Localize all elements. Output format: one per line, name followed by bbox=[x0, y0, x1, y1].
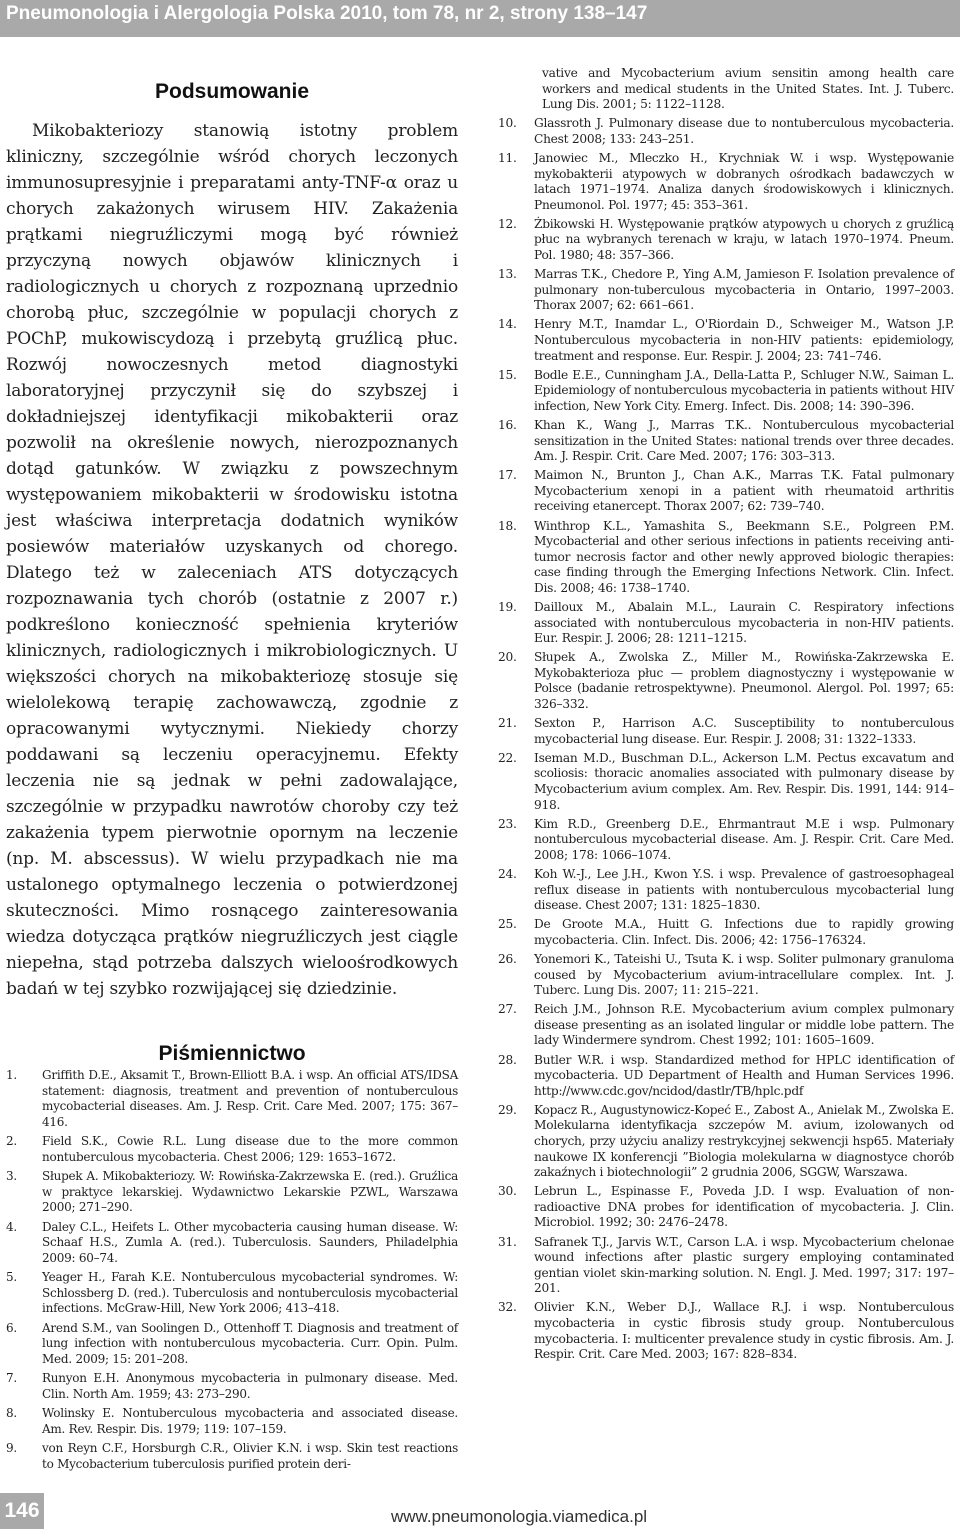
reference-number: 19. bbox=[498, 600, 517, 614]
reference-number: 4. bbox=[6, 1219, 17, 1234]
reference-text: Yonemori K., Tateishi U., Tsuta K. i wsp. Soliter pulmonary granuloma coused by Mycobacterium avium-intracellulare complex. Int. J. Tuberc. Lung Dis. 2007; 11: 215–221. bbox=[534, 951, 954, 998]
reference-number: 10. bbox=[498, 116, 517, 131]
reference-item bbox=[498, 751, 954, 813]
reference-number: 7. bbox=[6, 1371, 17, 1385]
reference-number: 29. bbox=[498, 1102, 517, 1117]
reference-text: Runyon E.H. Anonymous mycobacteria in pulmonary disease. Med. Clin. North Am. 1959; 43: 273–290. bbox=[42, 1371, 458, 1401]
reference-item bbox=[498, 1053, 954, 1100]
references-list-right bbox=[498, 116, 954, 1363]
reference-item bbox=[498, 867, 954, 914]
reference-item bbox=[498, 650, 954, 712]
reference-continuation: vative and Mycobacterium avium sensitin among health care workers and medical students in the United States. Int. J. Tuberc. Lung Dis. 2001; 5: 1122–1128. bbox=[542, 66, 954, 112]
reference-text: De Groote M.A., Huitt G. Infections due to rapidly growing mycobacteria. Clin. Infect. Dis. 2006; 42: 1756–176324. bbox=[534, 917, 954, 947]
reference-number: 21. bbox=[498, 716, 517, 731]
reference-item bbox=[6, 1220, 458, 1267]
reference-number: 13. bbox=[498, 267, 517, 282]
reference-number: 12. bbox=[498, 216, 517, 231]
reference-item bbox=[498, 1184, 954, 1231]
reference-text: Henry M.T., Inamdar L., O'Riordain D., Schweiger M., Watson J.P. Nontuberculous mycobacteria in non-HIV patients: epidemiology, treatment and response. Eur. Respir. J. 2004; 23: 741–746. bbox=[534, 317, 954, 363]
reference-text: Sexton P., Harrison A.C. Susceptibility to nontuberculous mycobacterial lung disease. Eur. Respir. J. 2008; 31: 1322–1333. bbox=[534, 716, 954, 746]
reference-item bbox=[498, 817, 954, 864]
reference-number: 30. bbox=[498, 1184, 517, 1199]
reference-item bbox=[498, 267, 954, 314]
reference-item bbox=[498, 1300, 954, 1362]
reference-number: 28. bbox=[498, 1052, 517, 1067]
reference-text: Khan K., Wang J., Marras T.K.. Nontuberculous mycobacterial sensitization in the United States: national trends over three decades. Am. J. Respir. Crit. Care Med. 2007; 176: 303–313. bbox=[534, 417, 954, 464]
reference-item bbox=[498, 952, 954, 999]
reference-number: 27. bbox=[498, 1002, 517, 1017]
journal-url: www.pneumonologia.viamedica.pl bbox=[391, 1507, 648, 1526]
references-list-left bbox=[6, 1068, 458, 1472]
reference-text: Iseman M.D., Buschman D.L., Ackerson L.M. Pectus excavatum and scoliosis: thoracic anomalies associated with pulmonary disease by Mycobacterium avium complex. Am. Rev. Respir. Dis. 1991, 144: 914–918. bbox=[534, 750, 954, 812]
reference-text: Lebrun L., Espinasse F., Poveda J.D. I wsp. Evaluation of non-radioactive DNA probes for identification of mycobacteria. J. Clin. Microbiol. 1992; 30: 2476–2478. bbox=[534, 1184, 954, 1230]
reference-number: 15. bbox=[498, 367, 517, 382]
reference-item bbox=[498, 217, 954, 264]
reference-item bbox=[6, 1134, 458, 1165]
reference-text: Reich J.M., Johnson R.E. Mycobacterium avium complex pulmonary disease presenting as an isolated lingular or middle lobe pattern. The lady Windermere syndrom. Chest 1992; 101: 1605–1609. bbox=[534, 1002, 954, 1048]
reference-number: 3. bbox=[6, 1169, 17, 1183]
reference-text: Field S.K., Cowie R.L. Lung disease due to the more common nontuberculous mycobacteria. Chest 2006; 129: 1653–1672. bbox=[42, 1134, 458, 1164]
reference-item bbox=[498, 1235, 954, 1297]
reference-number: 20. bbox=[498, 650, 517, 665]
summary-title: Podsumowanie bbox=[154, 80, 310, 103]
reference-number: 24. bbox=[498, 867, 517, 881]
reference-item bbox=[6, 1441, 458, 1472]
journal-header-text: Pneumonologia i Alergologia Polska 2010, tom 78, nr 2, strony 138–147 bbox=[6, 3, 648, 24]
reference-text: Janowiec M., Mleczko H., Krychniak W. i wsp. Występowanie mykobakterii atypowych w dobranych ośrodkach badawczych w latach 1971–1974. Analiza danych środowiskowych i klinicznych. Pneumonol. Pol. 1977; 45: 353–361. bbox=[534, 150, 954, 212]
reference-number: 26. bbox=[498, 951, 517, 966]
reference-number: 17. bbox=[498, 468, 517, 483]
reference-item bbox=[498, 716, 954, 747]
reference-number: 23. bbox=[498, 816, 517, 831]
reference-text: Bodle E.E., Cunningham J.A., Della-Latta P., Schluger N.W., Saiman L. Epidemiology of nontuberculous mycobacteria in patients without HIV infection, New York City. Emerg. Infect. Dis. 2008; 14: 390–396. bbox=[534, 367, 955, 413]
reference-item bbox=[6, 1406, 458, 1437]
left-column bbox=[6, 80, 458, 1476]
reference-number: 11. bbox=[498, 150, 517, 165]
reference-text: Daley C.L., Heifets L. Other mycobacteria causing human disease. W: Schaaf H.S., Zumla A. (red.). Tuberculosis. Saunders, Philadelphia 2009: 60–74. bbox=[42, 1219, 458, 1265]
reference-number: 31. bbox=[498, 1234, 517, 1249]
reference-number: 22. bbox=[498, 750, 517, 765]
reference-number: 32. bbox=[498, 1300, 517, 1315]
reference-item bbox=[6, 1169, 458, 1216]
reference-item bbox=[498, 418, 954, 465]
right-column bbox=[498, 66, 954, 1366]
reference-text: Yeager H., Farah K.E. Nontuberculous mycobacterial syndromes. W: Schlossberg D. (red.). Tuberculosis and nontuberculosis mycobacterial infections. McGraw-Hill, New York 2006; 413–418. bbox=[42, 1270, 458, 1315]
reference-number: 6. bbox=[6, 1320, 17, 1335]
reference-number: 25. bbox=[498, 917, 517, 932]
reference-item bbox=[498, 468, 954, 515]
reference-item bbox=[6, 1371, 458, 1402]
reference-number: 2. bbox=[6, 1134, 17, 1148]
reference-number: 5. bbox=[6, 1270, 17, 1284]
reference-text: Wolinsky E. Nontuberculous mycobacteria and associated disease. Am. Rev. Respir. Dis. 1979; 119: 107–159. bbox=[42, 1406, 458, 1436]
reference-number: 16. bbox=[498, 417, 517, 432]
summary-text: Mikobakteriozy stanowią istotny problem kliniczny, szczególnie wśród chorych leczonych immunosupresyjnie i preparatami anty-TNF-α oraz u chorych zakażonych wirusem HIV. Zakażenia prątkami niegruźliczymi mogą być również przyczyną nowych objawów klinicznych i radiologicznych u chorych z rozpoznaną uprzednio chorobą płuc, szczególnie w populacji chorych z POChP, mukowiscydozą i przebytą gruźlicą płuc. Rozwój nowoczesnych metod diagnostyki laboratoryjnej przyczynił się do szybszej i dokładniejszej identyfikacji mikobakterii oraz pozwolił na określenie nowych, nierozpoznanych dotąd gatunków. W związku z powszechnym występowaniem mikobakterii w środowisku istotna jest właściwa interpretacja dodatnich wyników posiewów materiałów uzyskanych od chorego. Dlatego też w zaleceniach ATS dotyczących rozpoznawania tych chorób (ostatnie z 2007 r.) podkreślono konieczność spełnienia kryteriów klinicznych, radiologicznych i mikrobiologicznych. U większości chorych na mikobakteriozę stosuje się wielolekową terapię zachowawczą, zgodnie z opracowanymi wytycznymi. Niekiedy chorzy poddawani są leczeniu operacyjnemu. Efekty leczenia nie są jednak w pełni zadowalające, szczególnie w przypadku nawrotów choroby czy też zakażenia typem pierwotnie opornym na leczenie (np. M. abscessus). W wielu przypadkach nie ma ustalonego optymalnego leczenia o potwierdzonej skuteczności. Mimo rosnącego zainteresowania wiedza dotycząca prątków niegruźliczych jest ciągle niepełna, stąd potrzeba dalszych wieloośrodkowych badań w tej szybko rozwijającej się dziedzinie. bbox=[6, 121, 458, 999]
reference-text: Kopacz R., Augustynowicz-Kopeć E., Zabost A., Anielak M., Zwolska E. Molekularna identyfikacja szczepów M. avium, izolowanych od chorych, przy użyciu analizy restrykcyjnej sekwencji hsp65. Materiały naukowe IX konferencji ”Biologia molekularna w diagnostyce chorób zakaźnych i biotechnologii” 2 grudnia 2006, SGGW, Warszawa. bbox=[534, 1102, 954, 1180]
reference-item bbox=[498, 317, 954, 364]
reference-text: Słupek A. Mikobakteriozy. W: Rowińska-Zakrzewska E. (red.). Gruźlica w praktyce lekarskiej. Wydawnictwo Lekarskie PZWL, Warszawa 2000; 271–290. bbox=[42, 1169, 458, 1214]
reference-item bbox=[498, 519, 954, 597]
reference-item bbox=[6, 1068, 458, 1130]
reference-text: Maimon N., Brunton J., Chan A.K., Marras T.K. Fatal pulmonary Mycobacterium xenopi in a patient with rheumatoid arthritis receiving etanercept. Thorax 2007; 62: 739–740. bbox=[534, 468, 954, 514]
reference-text: Marras T.K., Chedore P., Ying A.M, Jamieson F. Isolation prevalence of pulmonary non-tuberculous mycobacteria in Ontario, 1997–2003. Thorax 2007; 62: 661–661. bbox=[534, 267, 954, 313]
reference-number: 9. bbox=[6, 1441, 17, 1455]
reference-text: Griffith D.E., Aksamit T., Brown-Elliott B.A. i wsp. An official ATS/IDSA statement: diagnosis, treatment and prevention of nontuberculous mycobacterial diseases. Am. J. Resp. Crit. Care Med. 2007; 175: 367–416. bbox=[42, 1068, 458, 1129]
reference-text: Koh W.-J., Lee J.H., Kwon Y.S. i wsp. Prevalence of gastroesophageal reflux disease in patients with nontuberculous mycobacterial lung disease. Chest 2007; 131: 1825–1830. bbox=[534, 867, 954, 913]
reference-item bbox=[498, 600, 954, 647]
reference-number: 1. bbox=[6, 1068, 17, 1082]
reference-item bbox=[498, 368, 954, 415]
reference-item bbox=[6, 1321, 458, 1368]
reference-item bbox=[498, 116, 954, 147]
reference-number: 18. bbox=[498, 518, 517, 533]
reference-number: 8. bbox=[6, 1406, 17, 1420]
reference-item bbox=[6, 1270, 458, 1317]
reference-text: Żbikowski H. Występowanie prątków atypowych u chorych z gruźlicą płuc na wybranych terenach w kraju, w latach 1970–1974. Pneum. Pol. 1980; 48: 357–366. bbox=[534, 216, 954, 263]
reference-item bbox=[498, 917, 954, 948]
reference-text: Winthrop K.L., Yamashita S., Beekmann S.E., Polgreen P.M. Mycobacterial and other serious infections in patients receiving anti-tumor necrosis factor and other newly approved biologic therapies: case finding through the Emerging Infections Network. Clin. Infect. Dis. 2008; 46: 1738–1740. bbox=[534, 518, 954, 595]
reference-text: Safranek T.J., Jarvis W.T., Carson L.A. i wsp. Mycobacterium chelonae wound infections after plastic surgery employing contaminated gentian violet skin-marking solution. N. Engl. J. Med. 1997; 317: 197–201. bbox=[534, 1234, 954, 1296]
journal-header-bar bbox=[0, 0, 960, 37]
reference-text: Dailloux M., Abalain M.L., Laurain C. Respiratory infections associated with nontuberculous mycobacteria in non-HIV patients. Eur. Respir. J. 2006; 28: 1211–1215. bbox=[534, 600, 954, 646]
reference-text: Butler W.R. i wsp. Standardized method for HPLC identification of mycobacteria. UD Department of Health and Human Services 1996. http://www.cdc.gov/ncidod/dastlr/TB/hplc.pdf bbox=[534, 1052, 954, 1098]
reference-text: Glassroth J. Pulmonary disease due to nontuberculous mycobacteria. Chest 2008; 133: 243–251. bbox=[534, 116, 954, 146]
reference-number: 14. bbox=[498, 317, 517, 332]
reference-item bbox=[498, 1103, 954, 1181]
reference-item bbox=[498, 1002, 954, 1049]
references-title: Piśmiennictwo bbox=[158, 1042, 306, 1065]
reference-text: Arend S.M., van Soolingen D., Ottenhoff T. Diagnosis and treatment of lung infection with nontuberculous mycobacteria. Curr. Opin. Pulm. Med. 2009; 15: 201–208. bbox=[42, 1320, 458, 1366]
reference-text: von Reyn C.F., Horsburgh C.R., Olivier K.N. i wsp. Skin test reactions to Mycobacterium tuberculosis purified protein deri- bbox=[42, 1441, 458, 1471]
reference-item bbox=[498, 151, 954, 213]
reference-text: Olivier K.N., Weber D.J., Wallace R.J. i wsp. Nontuberculous mycobacteria in cystic fibrosis study group. Nontuberculous mycobacteria. I: multicenter prevalence study in cystic fibrosis. Am. J. Respir. Crit. Care Med. 2003; 167: 828–834. bbox=[534, 1300, 954, 1362]
reference-text: Słupek A., Zwolska Z., Miller M., Rowińska-Zakrzewska E. Mykobakterioza płuc — problem diagnostyczny i występowanie w Polsce (badanie retrospektywne). Pneumonol. Alergol. Pol. 1997; 65: 326–332. bbox=[534, 650, 954, 712]
reference-text: Kim R.D., Greenberg D.E., Ehrmantraut M.E i wsp. Pulmonary nontuberculous mycobacterial disease. Am. J. Respir. Crit. Care Med. 2008; 178: 1066–1074. bbox=[534, 816, 954, 862]
page-number: 146 bbox=[0, 1493, 44, 1529]
